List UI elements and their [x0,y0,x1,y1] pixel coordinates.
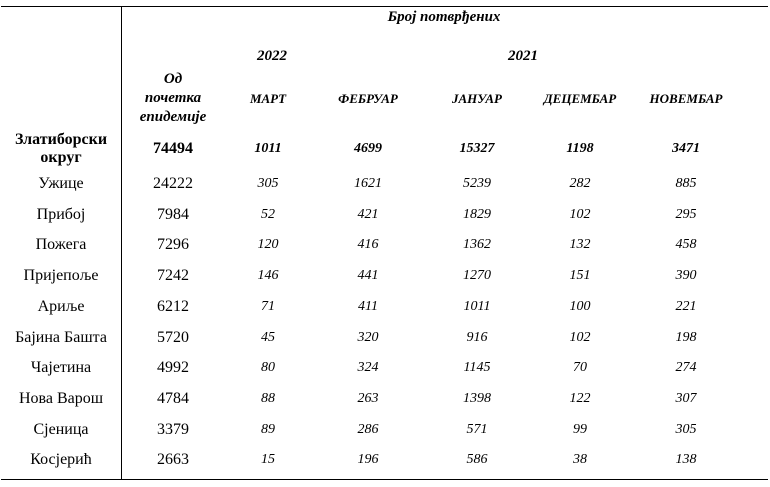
value-cell: 1621 [354,176,382,191]
value-cell: 295 [675,207,697,222]
value-cell: 1362 [463,237,491,252]
value-cell: 221 [675,299,697,314]
municipality-name: Ужице [38,175,84,192]
year-2021: 2021 [508,48,538,64]
value-cell: 151 [569,268,591,283]
value-cell: 52 [261,207,275,222]
since-epidemic-header [113,70,233,127]
value-cell: 1398 [463,391,491,406]
month-header: ЈАНУАР [452,91,502,106]
value-cell: 100 [569,299,591,314]
total-cell: 7984 [157,206,189,223]
value-cell: 102 [569,330,591,345]
value-cell: 89 [261,422,275,437]
value-cell: 458 [675,237,697,252]
municipality-name: Чајетина [30,359,92,376]
header-title: Број потврђених [387,9,501,25]
value-cell: 138 [675,452,697,467]
value-cell: 324 [357,360,379,375]
value-cell: 80 [261,360,275,375]
since-label-line: Од [163,71,183,87]
total-cell: 3379 [157,421,189,438]
value-cell: 1829 [463,207,491,222]
district-cell: 3471 [672,141,700,156]
district-name-line: Златиборски [14,131,108,148]
value-cell: 286 [357,422,379,437]
value-cell: 885 [675,176,697,191]
value-cell: 5239 [463,176,491,191]
municipality-name: Нова Варош [18,390,104,407]
value-cell: 586 [466,452,488,467]
value-cell: 263 [357,391,379,406]
value-cell: 441 [357,268,379,283]
total-cell: 6212 [157,298,189,315]
since-label-line: епидемије [139,109,207,125]
municipality-name: Пријепоље [23,267,99,284]
total-cell: 4992 [157,359,189,376]
value-cell: 1011 [463,299,491,314]
district-cell: 15327 [459,141,495,156]
value-cell: 99 [573,422,587,437]
value-cell: 132 [569,237,591,252]
district-total: 74494 [153,140,193,157]
month-header: ДЕЦЕМБАР [543,91,617,106]
value-cell: 146 [257,268,279,283]
value-cell: 70 [573,360,587,375]
value-cell: 416 [357,237,379,252]
value-cell: 305 [675,422,697,437]
value-cell: 571 [466,422,488,437]
total-cell: 5720 [157,329,189,346]
value-cell: 38 [573,452,587,467]
value-cell: 88 [261,391,275,406]
year-2022: 2022 [257,48,287,64]
value-cell: 120 [257,237,279,252]
municipality-name: Сјеница [33,421,89,438]
value-cell: 421 [357,207,379,222]
value-cell: 320 [357,330,379,345]
value-cell: 274 [675,360,697,375]
municipality-name: Ариље [37,298,85,315]
total-cell: 7296 [157,236,189,253]
value-cell: 45 [261,330,275,345]
month-header: МАРТ [249,91,287,106]
total-cell: 4784 [157,390,189,407]
district-name-line: округ [40,149,82,166]
value-cell: 282 [569,176,591,191]
municipality-name: Бајина Башта [15,329,107,346]
value-cell: 916 [466,330,488,345]
since-label-line: почетка [144,90,202,106]
district-cell: 4699 [354,141,382,156]
district-name [15,131,107,167]
value-cell: 390 [675,268,697,283]
total-cell: 24222 [153,175,193,192]
value-cell: 1145 [463,360,491,375]
value-cell: 305 [257,176,279,191]
municipality-name: Пожега [35,236,87,253]
municipality-name: Косјерић [30,451,92,468]
value-cell: 307 [675,391,697,406]
value-cell: 196 [357,452,379,467]
value-cell: 1270 [463,268,491,283]
total-cell: 7242 [157,267,189,284]
value-cell: 198 [675,330,697,345]
value-cell: 71 [261,299,275,314]
district-cell: 1011 [254,141,282,156]
value-cell: 122 [569,391,591,406]
month-header: НОВЕМБАР [649,91,723,106]
month-header: ФЕБРУАР [338,91,398,106]
value-cell: 15 [261,452,275,467]
total-cell: 2663 [157,451,189,468]
district-cell: 1198 [566,141,594,156]
value-cell: 102 [569,207,591,222]
municipality-name: Прибој [36,206,86,223]
value-cell: 411 [358,299,378,314]
